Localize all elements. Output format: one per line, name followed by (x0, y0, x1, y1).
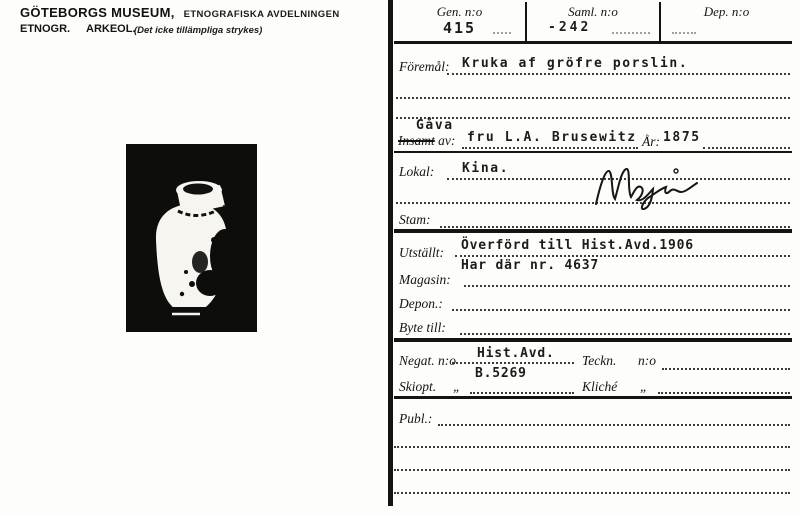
negat-value-line1: Hist.Avd. (477, 346, 555, 361)
category-arkeol: ARKEOL. (86, 23, 136, 35)
rule-under-stam (394, 229, 792, 233)
lokal-label: Lokal: (399, 164, 435, 179)
blank-rule (394, 446, 790, 448)
handwritten-signature (592, 164, 704, 210)
kliche-label: Kliché (582, 379, 618, 394)
skiopt-ditto-mark: „ (453, 379, 461, 394)
utstallt-label: Utställt: (399, 245, 445, 260)
teckn-no-label: Teckn. (582, 353, 617, 368)
kliche-rule (658, 392, 790, 394)
museum-title: GÖTEBORGS MUSEUM, (20, 5, 175, 20)
insamt-label (398, 133, 455, 149)
card-left-border (388, 0, 393, 506)
museum-department: ETNOGRAFISKA AVDELNINGEN (183, 9, 340, 20)
magasin-rule (464, 285, 790, 287)
gava-typed-value: Gåva (416, 118, 454, 133)
negat-no-label: Negat. n:o (399, 353, 456, 368)
foremal-label: Föremål: (399, 59, 450, 74)
teckn-rule (662, 368, 790, 370)
lokal-value: Kina. (462, 161, 510, 176)
ar-label: År: (642, 134, 660, 149)
leader-dots (612, 32, 650, 34)
kliche-ditto-mark: „ (640, 379, 648, 394)
stam-label: Stam: (399, 212, 431, 227)
byte-till-label: Byte till: (399, 320, 446, 335)
rule-under-byte (394, 338, 792, 342)
utstallt-rule (455, 255, 790, 257)
rule-under-numbers (394, 41, 792, 44)
av-label: av: (438, 133, 456, 148)
category-etnogr: ETNOGR. (20, 23, 71, 35)
blank-rule (394, 492, 790, 494)
foremal-rule (447, 73, 790, 75)
rule-under-insamt (394, 151, 792, 153)
depon-label: Depon.: (399, 296, 443, 311)
foremal-value: Kruka af gröfre porslin. (462, 56, 689, 71)
gen-no-label: Gen. n:o (436, 4, 483, 19)
utstallt-value-line2: Har där nr. 4637 (461, 258, 600, 273)
blank-rule (396, 97, 790, 99)
skiopt-label: Skiopt. (399, 379, 437, 394)
magasin-label: Magasin: (399, 272, 451, 287)
insamt-label-struck: Insamt (398, 133, 435, 148)
dep-no-label: Dep. n:o (703, 4, 750, 19)
skiopt-rule (470, 392, 574, 394)
saml-no-value: -242 (548, 20, 592, 35)
utstallt-value-line1: Överförd till Hist.Avd.1906 (461, 238, 694, 253)
publ-label: Publ.: (399, 411, 433, 426)
artifact-photo (126, 144, 257, 332)
leader-dots (493, 32, 511, 34)
negat-rule (452, 362, 574, 364)
insamt-value: fru L.A. Brusewitz (467, 130, 637, 145)
blank-rule (394, 469, 790, 471)
stam-rule (440, 226, 790, 228)
byte-till-rule (460, 333, 790, 335)
negat-value-line2: B.5269 (475, 366, 527, 381)
publ-rule (438, 424, 790, 426)
rule-under-skiopt (394, 396, 792, 399)
museum-letterhead (20, 4, 340, 22)
saml-no-label: Saml. n:o (568, 4, 618, 19)
blank-rule (396, 117, 790, 119)
ar-value: 1875 (663, 130, 701, 145)
strike-note: (Det icke tillämpliga strykes) (134, 25, 263, 36)
teckn-no-suffix: n:o (638, 353, 656, 368)
leader-dots (672, 32, 696, 34)
gen-no-value: 415 (443, 19, 477, 37)
ar-rule (703, 147, 790, 149)
insamt-rule (462, 147, 638, 149)
depon-rule (452, 309, 790, 311)
vase-photo-illustration (126, 144, 257, 332)
